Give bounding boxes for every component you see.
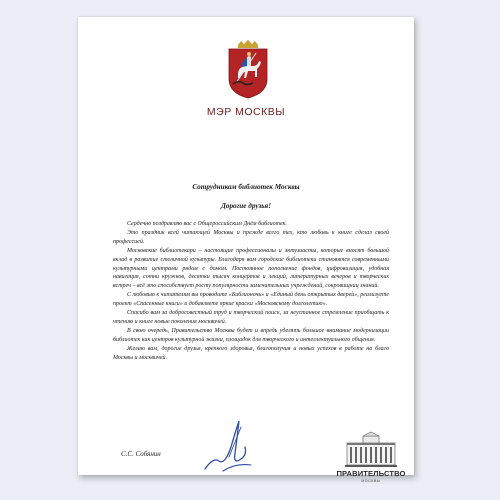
paragraph: Спасибо вам за добросовестный труд и творческий поиск, за неустанное стремление приобщать к чтению и книге новые поколения москвичей. [113,310,389,325]
paragraph: Сердечно поздравляю вас с Общероссийским Днём библиотек. [127,221,287,227]
paragraph: С любовью к читателям вы проводите «Библионочь» и «Единый день открытых дверей», реализуете проект «Спасенные книги» и добавляете яркие краски «Московскому долголетию». [113,292,389,308]
paragraph: Это праздник всей читающей Москвы и прежде всего тех, кто любовь к книге сделал своей профессией. [113,229,389,245]
moscow-coat-of-arms-icon [221,39,275,99]
signature-icon [201,417,261,475]
greeting: Дорогие друзья! [220,202,272,210]
paragraph: Московские библиотекари – настоящие профессионалы и энтузиасты, которые вносят большой вклад в развитие столичной культуры. Благодаря вам городские библиотеки становятся современными культурными центрами рядом с домом. Постоянное пополнение фондов, цифровизация, удобная навигация, сотни кружков, десятки тысяч концертов и лекций, литературных вечеров и творческих встреч – всё это способствует росту популярности замечательных учреждений, сокровищниц знаний. [113,247,389,290]
government-subtitle: МОСКВЫ [361,479,381,483]
letter-body [113,220,389,363]
government-title: ПРАВИТЕЛЬСТВО [336,469,406,478]
letter-page [78,17,414,483]
paragraph: Желаю вам, дорогие друзья, крепкого здоровья, благополучия и новых успехов в работе на благо Москвы и москвичей. [113,345,389,361]
org-name: МЭР МОСКВЫ [206,106,286,118]
addressee: Сотрудникам библиотек Москвы [192,183,300,191]
government-building-icon [344,431,398,467]
paragraph: В свою очередь, Правительство Москвы будет и впредь уделять большое внимание модернизации библиотек как центров культурной жизни, площадок для творческого и интеллектуального общения. [113,327,389,343]
signer-name: С.С. Собянин [121,450,161,458]
